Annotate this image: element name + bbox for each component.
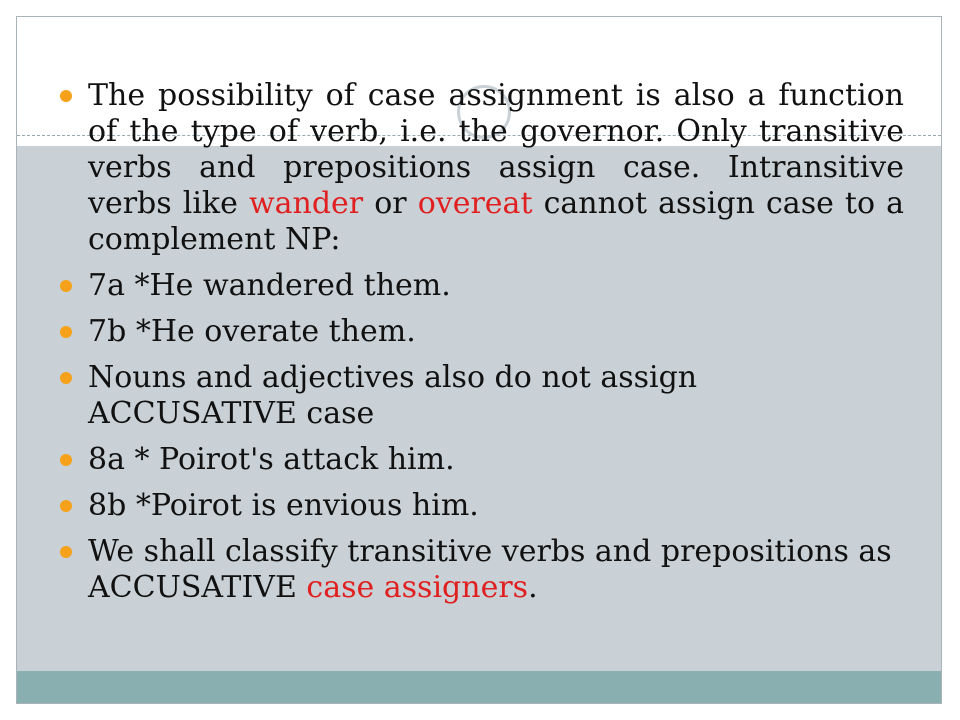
bullet-text: . bbox=[528, 570, 538, 605]
bullet-item bbox=[60, 442, 904, 478]
bullet-text: or bbox=[363, 186, 418, 221]
bullet-item bbox=[60, 268, 904, 304]
bullet-text: 7a *He wandered them. bbox=[88, 268, 451, 303]
bullet-item bbox=[60, 534, 904, 606]
bullet-text: 7b *He overate them. bbox=[88, 314, 416, 349]
bullet-text: The possibility of case assignment is also a function of the type of verb, i.e. the governor. Only transitive verbs and prepositions assign case. Intransitive verbs like bbox=[88, 78, 904, 221]
bullet-item bbox=[60, 360, 904, 432]
bullet-dot-icon bbox=[60, 280, 72, 292]
bullet-item bbox=[60, 314, 904, 350]
bullet-text: 8a * Poirot's attack him. bbox=[88, 442, 455, 477]
bullet-dot-icon bbox=[60, 372, 72, 384]
bullet-text: cannot assign case to a complement NP: bbox=[88, 186, 905, 257]
bullet-text: 8b *Poirot is envious him. bbox=[88, 488, 479, 523]
bullet-text: We shall classify transitive verbs and prepositions as ACCUSATIVE bbox=[88, 534, 892, 605]
bullet-dot-icon bbox=[60, 500, 72, 512]
highlight-word: wander bbox=[248, 186, 364, 221]
bullet-text: Nouns and adjectives also do not assign ACCUSATIVE case bbox=[88, 360, 698, 431]
bullet-item bbox=[60, 488, 904, 524]
bullet-dot-icon bbox=[60, 546, 72, 558]
bullet-dot-icon bbox=[60, 90, 72, 102]
highlight-word: case assigners bbox=[306, 570, 529, 605]
bullet-list-container bbox=[60, 78, 904, 616]
bullet-list bbox=[60, 78, 904, 606]
bullet-dot-icon bbox=[60, 326, 72, 338]
highlight-word: overeat bbox=[417, 186, 533, 221]
bullet-item bbox=[60, 78, 904, 258]
footer-bar bbox=[17, 671, 941, 704]
bullet-dot-icon bbox=[60, 454, 72, 466]
